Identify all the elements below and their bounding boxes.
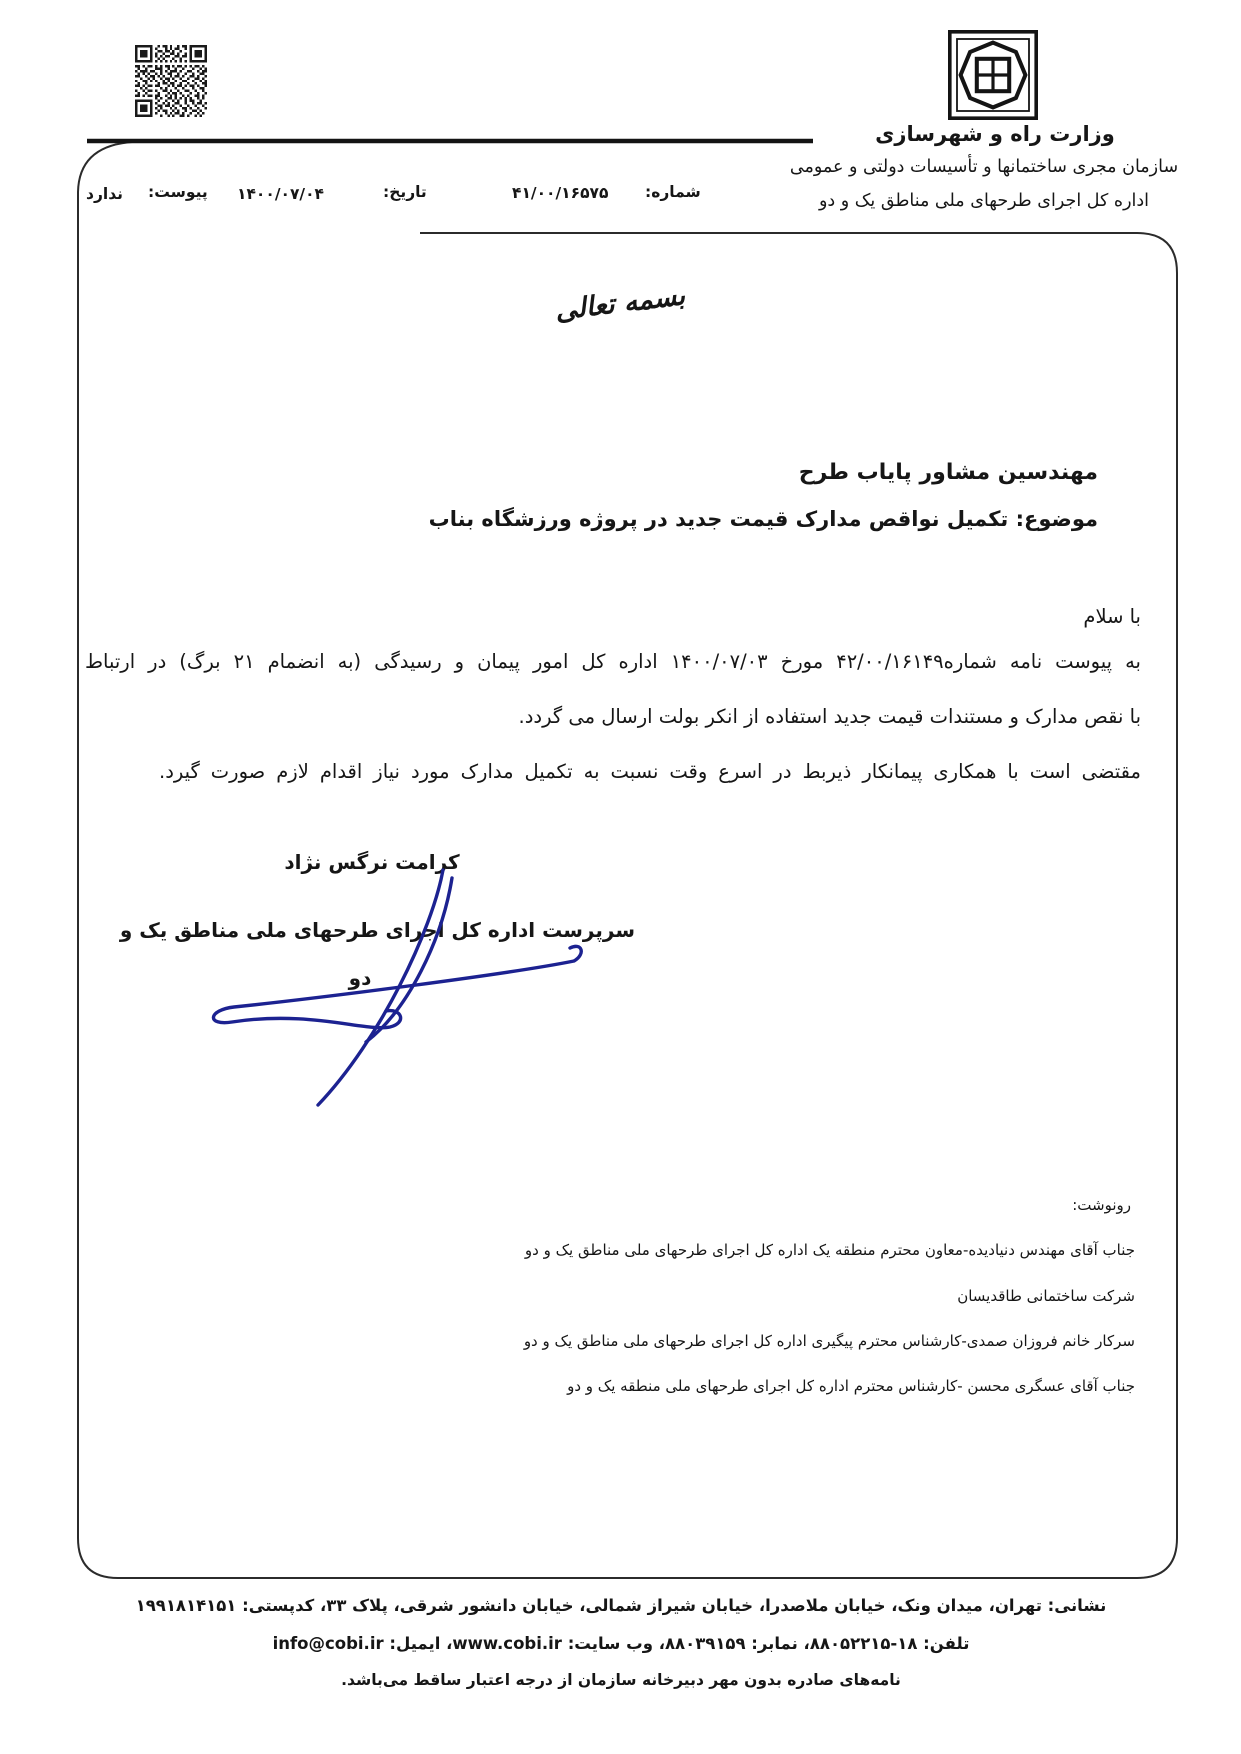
footer-validity-note: نامه‌های صادره بدون مهر دبیرخانه سازمان از درجه اعتبار ساقط می‌باشد. bbox=[341, 1671, 901, 1689]
field-attachment-value: ندارد bbox=[86, 185, 123, 203]
cc-item: شرکت ساختمانی طاقدیسان bbox=[957, 1287, 1135, 1305]
cc-item: جناب آقای عسگری محسن -کارشناس محترم اداره کل اجرای طرحهای ملی منطقه یک و دو bbox=[567, 1377, 1135, 1395]
salutation: با سلام bbox=[1083, 605, 1141, 628]
field-number-label: شماره: bbox=[645, 183, 701, 201]
header-organization: سازمان مجری ساختمانها و تأسیسات دولتی و عمومی bbox=[789, 157, 1179, 177]
field-date-label: تاریخ: bbox=[383, 183, 427, 201]
header-department: اداره کل اجرای طرحهای ملی مناطق یک و دو bbox=[818, 191, 1150, 211]
cc-label: رونوشت: bbox=[1072, 1196, 1131, 1214]
signatory-title-line2: دو bbox=[348, 966, 372, 990]
footer-address: نشانی: تهران، میدان ونک، خیابان ملاصدرا، خیابان شیراز شمالی، خیابان دانشور شرقی، پلاک ۳۳، کدپستی: ۱۹۹۱۸۱۴۱۵۱ bbox=[135, 1596, 1107, 1615]
body-line-3: مقتضی است با همکاری پیمانکار ذیربط در اسرع وقت نسبت به تکمیل مدارک مورد نیاز اقدام لازم صورت گیرد. bbox=[159, 760, 1141, 783]
recipient-line: مهندسین مشاور پایاب طرح bbox=[798, 460, 1098, 485]
subject-line: موضوع: تکمیل نواقص مدارک قیمت جدید در پروژه ورزشگاه بناب bbox=[428, 507, 1098, 531]
signatory-name: کرامت نرگس نژاد bbox=[284, 850, 460, 874]
qr-code bbox=[135, 45, 207, 117]
field-number-value: ۴۱/۰۰/۱۶۵۷۵ bbox=[512, 184, 609, 202]
body-line-1: به پیوست نامه شماره۴۲/۰۰/۱۶۱۴۹ مورخ ۱۴۰۰/۰۷/۰۳ اداره کل امور پیمان و رسیدگی (به انضمام ۲۱ برگ) در ارتباط bbox=[85, 650, 1141, 673]
signature-ink bbox=[180, 850, 610, 1130]
header-ministry: وزارت راه و شهرسازی bbox=[875, 122, 1115, 146]
footer-contact: تلفن: ۱۸-۸۸۰۵۲۲۱۵، نمابر: ۸۸۰۳۹۱۵۹، وب سایت: www.cobi.ir، ایمیل: info@cobi.ir bbox=[272, 1634, 970, 1653]
body-line-2: با نقص مدارک و مستندات قیمت جدید استفاده از انکر بولت ارسال می گردد. bbox=[518, 705, 1141, 728]
field-date-value: ۱۴۰۰/۰۷/۰۴ bbox=[237, 185, 325, 203]
cc-item: جناب آقای مهندس دنیادیده-معاون محترم منطقه یک اداره کل اجرای طرحهای ملی مناطق یک و دو bbox=[524, 1241, 1135, 1259]
cc-item: سرکار خانم فروزان صمدی-کارشناس محترم پیگیری اداره کل اجرای طرحهای ملی مناطق یک و دو bbox=[523, 1332, 1135, 1350]
field-attachment-label: پیوست: bbox=[148, 183, 208, 201]
signatory-title-line1: سرپرست اداره کل اجرای طرحهای ملی مناطق یک و bbox=[119, 918, 635, 942]
ministry-logo-icon bbox=[948, 30, 1038, 120]
besmeleh-calligraphy: بسمه تعالی bbox=[553, 280, 687, 327]
